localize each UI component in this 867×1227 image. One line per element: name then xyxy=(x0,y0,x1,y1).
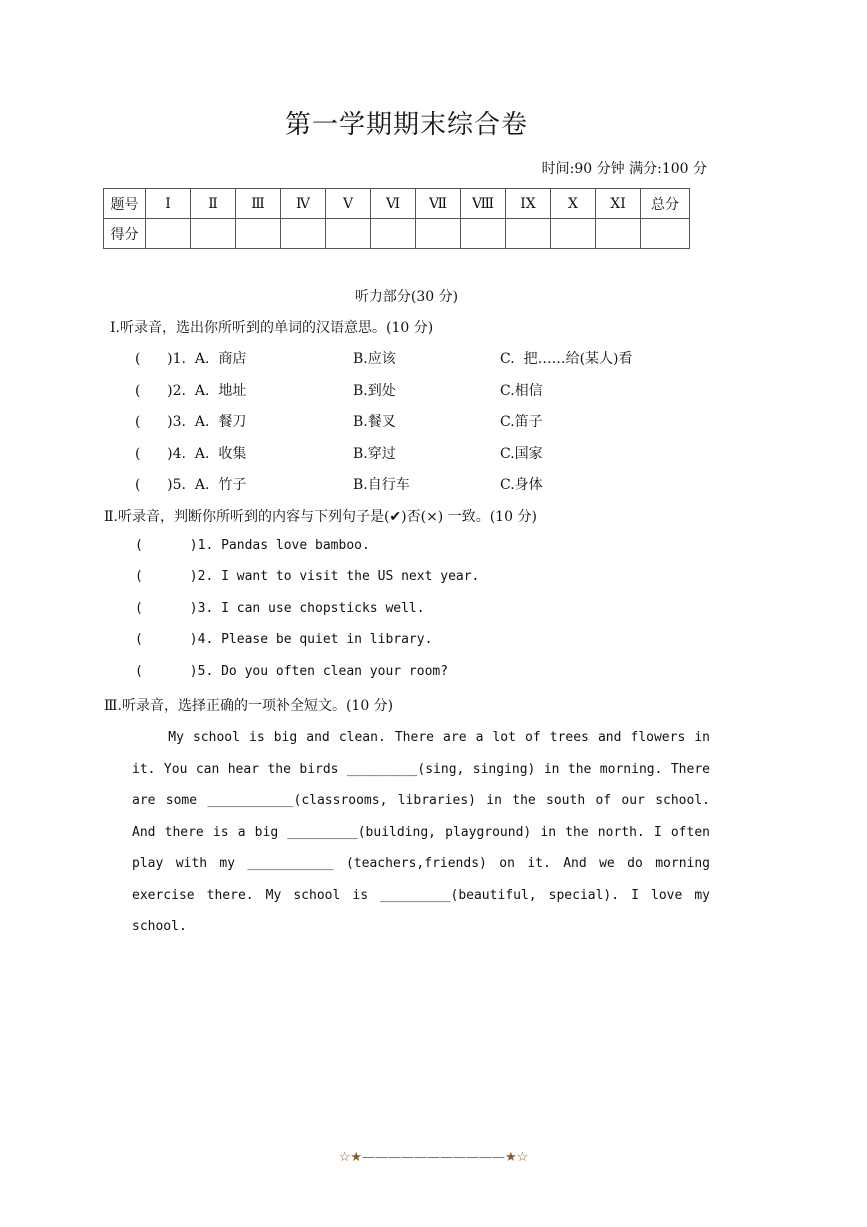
table-cell: Ⅲ xyxy=(236,189,281,219)
table-cell: Ⅴ xyxy=(326,189,371,219)
part3-heading: Ⅲ.听录音，选择正确的一项补全短文。(10 分) xyxy=(104,698,394,714)
score-input-cell[interactable] xyxy=(416,219,461,249)
table-cell: 得分 xyxy=(104,219,146,249)
section-title: 听力部分(30 分) xyxy=(354,289,459,305)
page-title: 第一学期期末综合卷 xyxy=(284,110,528,140)
part1-heading: Ⅰ.听录音，选出你所听到的单词的汉语意思。(10 分) xyxy=(110,320,434,336)
question-item: ( )4. Please be quiet in library. xyxy=(135,632,433,647)
score-input-cell[interactable] xyxy=(236,219,281,249)
question-item: ( )5. Do you often clean your room? xyxy=(135,664,449,679)
option-b: B.穿过 xyxy=(353,446,396,462)
score-input-cell[interactable] xyxy=(281,219,326,249)
cloze-passage xyxy=(132,722,718,943)
option-c: C.身体 xyxy=(500,477,543,493)
score-input-cell[interactable] xyxy=(551,219,596,249)
footer-ornament: ☆★———————————★☆ xyxy=(338,1150,529,1165)
table-cell: Ⅰ xyxy=(146,189,191,219)
exam-meta: 时间:90 分钟 满分:100 分 xyxy=(541,161,707,177)
score-input-cell[interactable] xyxy=(641,219,690,249)
table-row xyxy=(104,219,690,249)
score-input-cell[interactable] xyxy=(596,219,641,249)
table-row xyxy=(104,189,690,219)
table-cell: Ⅷ xyxy=(461,189,506,219)
option-c: C.相信 xyxy=(500,383,543,399)
table-cell: Ⅳ xyxy=(281,189,326,219)
option-b: B.应该 xyxy=(353,351,396,367)
option-b: B.餐叉 xyxy=(353,414,396,430)
table-cell: X xyxy=(551,189,596,219)
score-table xyxy=(103,188,690,249)
question-item: ( )5. A. 竹子 xyxy=(135,477,247,493)
table-cell: Ⅵ xyxy=(371,189,416,219)
option-c: C.国家 xyxy=(500,446,543,462)
table-cell: XⅠ xyxy=(596,189,641,219)
passage-text: My school is big and clean. There are a lot of trees and flowers in it. You can hear the birds _________(sing, singing) in the morning. There are some ___________(classrooms, libraries) in the south of our school. And there is a big _________(building, playground) in the north. I often play with my ___________ (teachers,friends) on it. And we do morning exercise there. My school is _________(beautiful, special). I love my school. xyxy=(132,730,718,934)
question-item: ( )2. A. 地址 xyxy=(135,383,247,399)
table-cell: Ⅶ xyxy=(416,189,461,219)
question-item: ( )1. Pandas love bamboo. xyxy=(135,538,370,553)
option-b: B.自行车 xyxy=(353,477,410,493)
option-c: C.笛子 xyxy=(500,414,543,430)
option-b: B.到处 xyxy=(353,383,396,399)
table-cell: 题号 xyxy=(104,189,146,219)
score-input-cell[interactable] xyxy=(326,219,371,249)
score-input-cell[interactable] xyxy=(146,219,191,249)
question-item: ( )4. A. 收集 xyxy=(135,446,247,462)
table-cell: Ⅱ xyxy=(191,189,236,219)
part2-heading: Ⅱ.听录音，判断你所听到的内容与下列句子是(✔)否(×) 一致。(10 分) xyxy=(104,509,537,525)
score-input-cell[interactable] xyxy=(506,219,551,249)
question-item: ( )3. I can use chopsticks well. xyxy=(135,601,425,616)
table-cell: 总分 xyxy=(641,189,690,219)
score-input-cell[interactable] xyxy=(191,219,236,249)
score-input-cell[interactable] xyxy=(461,219,506,249)
question-item: ( )2. I want to visit the US next year. xyxy=(135,569,480,584)
question-item: ( )3. A. 餐刀 xyxy=(135,414,247,430)
table-cell: ⅠX xyxy=(506,189,551,219)
question-item: ( )1. A. 商店 xyxy=(135,351,247,367)
option-c: C. 把……给(某人)看 xyxy=(500,351,633,367)
score-input-cell[interactable] xyxy=(371,219,416,249)
